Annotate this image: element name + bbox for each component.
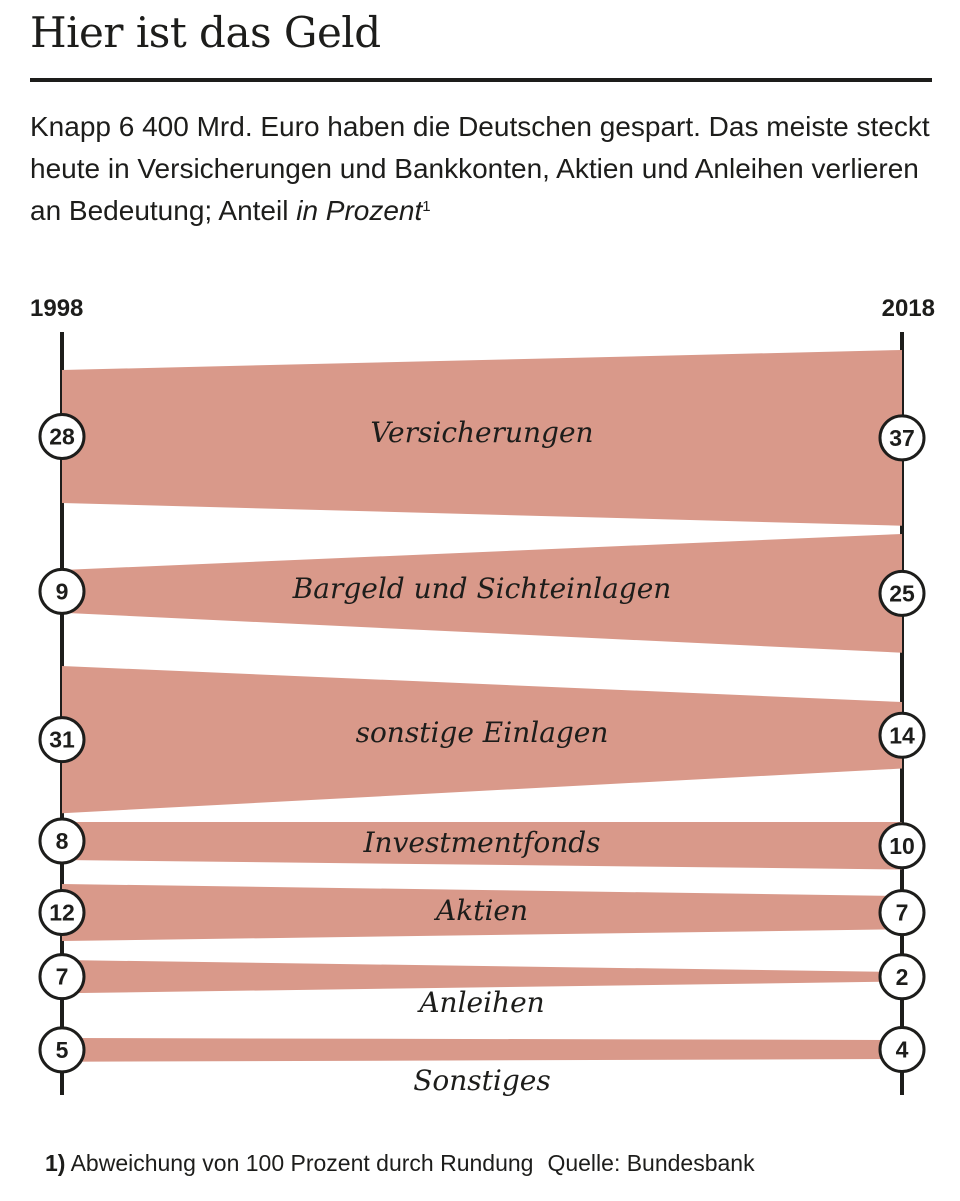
value-2018-versicherungen [880,416,924,460]
band-shape-sonstiges [62,1038,902,1062]
band-anleihen [62,960,902,1019]
subtitle-text: Knapp 6 400 Mrd. Euro haben die Deutschen gespart. Das meiste steckt heute in Versicherungen und Bankkonten, Aktien und Anleihen verlieren an Bedeutung; Anteil [30,111,930,226]
band-versicherungen [62,350,902,526]
value-2018-sonstige-einlagen-text: 14 [889,722,915,749]
year-label-1998: 1998 [30,295,84,322]
value-2018-anleihen-text: 2 [895,963,909,990]
value-2018-versicherungen-text: 37 [889,424,915,451]
value-1998-sonstiges [40,1028,84,1072]
band-label-anleihen: Anleihen [419,986,545,1019]
value-1998-versicherungen [40,415,84,459]
band-aktien [62,884,902,941]
subtitle-footnote-marker: 1 [422,198,431,215]
value-1998-aktien-text: 12 [49,899,75,926]
value-1998-sonstiges-text: 5 [55,1036,69,1063]
value-1998-aktien [40,891,84,935]
band-label-investmentfonds: Investmentfonds [363,826,601,859]
footnote [45,1150,755,1177]
value-1998-versicherungen-text: 28 [49,423,75,450]
band-sonstige-einlagen [62,666,902,813]
value-1998-sonstige-einlagen-text: 31 [49,726,75,753]
value-2018-bargeld-und-sichteinlagen [880,571,924,615]
band-sonstiges [62,1038,902,1097]
band-label-aktien: Aktien [436,894,528,927]
band-bargeld-und-sichteinlagen [62,534,902,653]
value-2018-investmentfonds-text: 10 [889,832,915,859]
value-2018-investmentfonds [880,824,924,868]
value-2018-sonstige-einlagen [880,713,924,757]
subtitle [30,106,935,232]
band-label-sonstiges: Sonstiges [413,1064,551,1097]
value-2018-anleihen [880,955,924,999]
value-2018-sonstiges [880,1028,924,1072]
band-label-bargeld-und-sichteinlagen: Bargeld und Sichteinlagen [292,572,672,605]
year-label-2018: 2018 [881,295,935,322]
value-2018-sonstiges-text: 4 [895,1036,909,1063]
subtitle-unit: in Prozent [296,195,423,226]
band-label-versicherungen: Versicherungen [370,416,594,449]
footnote-text: Abweichung von 100 Prozent durch Rundung [70,1150,534,1176]
value-1998-anleihen [40,955,84,999]
value-1998-investmentfonds [40,819,84,863]
title-rule [30,78,932,82]
value-1998-investmentfonds-text: 8 [55,828,69,854]
value-2018-bargeld-und-sichteinlagen-text: 25 [889,580,915,607]
value-1998-sonstige-einlagen [40,718,84,762]
value-2018-aktien [880,891,924,935]
value-1998-anleihen-text: 7 [55,963,69,990]
page-title: Hier ist das Geld [30,8,381,57]
value-2018-aktien-text: 7 [895,899,909,926]
band-investmentfonds [62,822,902,870]
value-1998-bargeld-und-sichteinlagen [40,569,84,613]
source-credit: Quelle: Bundesbank [547,1150,755,1176]
value-1998-bargeld-und-sichteinlagen-text: 9 [55,578,69,605]
footnote-marker: 1) [45,1150,66,1176]
slope-chart [0,280,960,1120]
band-label-sonstige-einlagen: sonstige Einlagen [355,716,609,749]
